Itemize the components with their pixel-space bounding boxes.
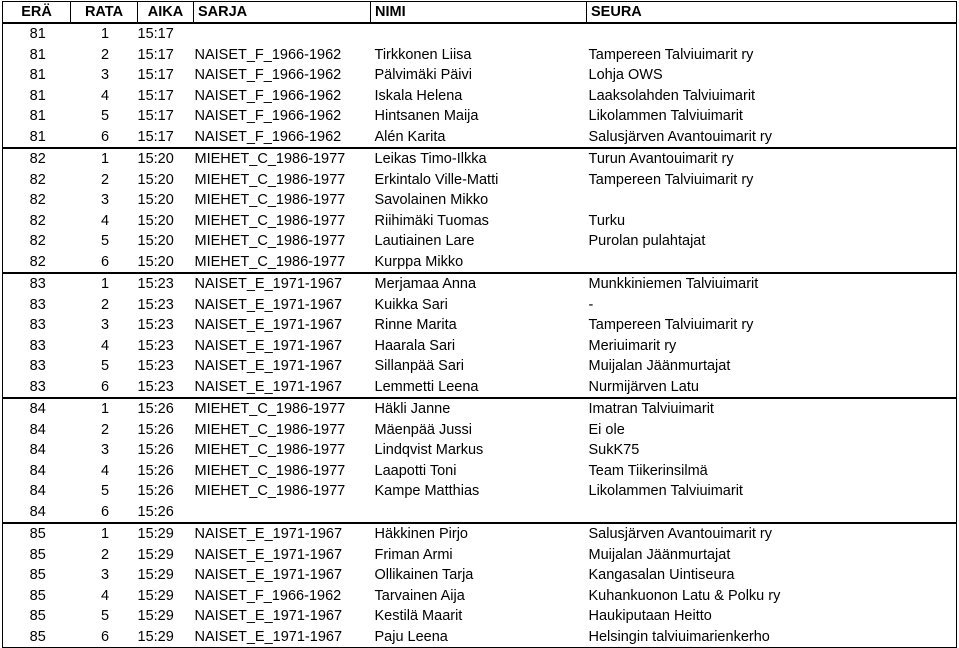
cell-sarja: NAISET_E_1971-1967 — [194, 358, 343, 375]
cell-seura: Salusjärven Avantouimarit ry — [587, 127, 957, 149]
table-row — [3, 190, 957, 211]
cell-nimi: Erkintalo Ville-Matti — [374, 171, 499, 188]
cell-aika: 15:23 — [137, 296, 174, 313]
table-row — [3, 377, 957, 399]
table-row — [3, 398, 957, 420]
cell-era: 85 — [3, 606, 71, 627]
cell-aika: 15:17 — [137, 87, 174, 104]
cell-era: 81 — [3, 86, 71, 107]
cell-rata: 3 — [100, 442, 110, 459]
cell-era: 82 — [3, 148, 71, 170]
cell-nimi: Mäenpää Jussi — [374, 421, 473, 438]
cell-rata: 2 — [100, 296, 110, 313]
cell-era: 84 — [3, 420, 71, 441]
cell-rata: 4 — [100, 462, 110, 479]
cell-aika: 15:20 — [137, 212, 174, 229]
cell-nimi: Ollikainen Tarja — [374, 567, 474, 584]
table-row — [3, 336, 957, 357]
cell-era: 82 — [3, 211, 71, 232]
cell-era: 84 — [3, 502, 71, 524]
cell-sarja: MIEHET_C_1986-1977 — [194, 171, 346, 188]
cell-seura: Team Tiikerinsilmä — [587, 461, 957, 482]
cell-era: 81 — [3, 23, 71, 45]
cell-aika: 15:29 — [137, 546, 174, 563]
cell-rata: 2 — [100, 46, 110, 63]
cell-aika: 15:29 — [137, 608, 174, 625]
cell-seura: Tampereen Talviuimarit ry — [587, 45, 957, 66]
cell-seura — [587, 252, 957, 274]
table-row — [3, 627, 957, 648]
cell-era: 81 — [3, 65, 71, 86]
cell-sarja: MIEHET_C_1986-1977 — [194, 233, 346, 250]
cell-nimi: Lautiainen Lare — [374, 233, 475, 250]
cell-nimi: Hintsanen Maija — [374, 108, 479, 125]
cell-era: 85 — [3, 627, 71, 648]
cell-sarja — [194, 23, 371, 45]
cell-aika: 15:23 — [137, 276, 174, 293]
cell-aika: 15:17 — [138, 127, 194, 149]
header-row — [3, 2, 957, 24]
cell-era: 84 — [3, 440, 71, 461]
table-row — [3, 295, 957, 316]
cell-rata: 4 — [100, 87, 110, 104]
cell-seura: Turku — [587, 211, 957, 232]
cell-era: 83 — [3, 336, 71, 357]
cell-nimi: Pälvimäki Päivi — [374, 67, 472, 84]
cell-seura: Likolammen Talviuimarit — [587, 481, 957, 502]
cell-nimi: Kampe Matthias — [374, 483, 480, 500]
cell-rata: 5 — [100, 358, 110, 375]
cell-rata: 2 — [100, 171, 110, 188]
table-row — [3, 86, 957, 107]
table-row — [3, 461, 957, 482]
cell-sarja: MIEHET_C_1986-1977 — [194, 462, 346, 479]
table-row — [3, 586, 957, 607]
cell-rata: 6 — [71, 377, 138, 399]
table-row — [3, 211, 957, 232]
cell-nimi: Sillanpää Sari — [374, 358, 464, 375]
cell-seura: Imatran Talviuimarit — [587, 398, 957, 420]
cell-aika: 15:20 — [138, 252, 194, 274]
cell-era: 85 — [3, 565, 71, 586]
cell-aika: 15:20 — [137, 192, 174, 209]
cell-era: 83 — [3, 273, 71, 295]
cell-seura: Kuhankuonon Latu & Polku ry — [587, 586, 957, 607]
cell-aika: 15:26 — [138, 502, 194, 524]
cell-sarja: NAISET_E_1971-1967 — [194, 317, 343, 334]
table-row — [3, 523, 957, 545]
cell-sarja: NAISET_F_1966-1962 — [194, 108, 342, 125]
cell-era: 85 — [3, 523, 71, 545]
cell-era: 83 — [3, 356, 71, 377]
cell-rata: 1 — [100, 276, 110, 293]
cell-nimi: Lemmetti Leena — [371, 377, 587, 399]
cell-sarja: NAISET_E_1971-1967 — [194, 337, 343, 354]
cell-rata: 3 — [100, 192, 110, 209]
cell-aika: 15:26 — [137, 442, 174, 459]
cell-sarja: MIEHET_C_1986-1977 — [194, 401, 346, 418]
cell-seura — [587, 23, 957, 45]
cell-sarja: MIEHET_C_1986-1977 — [194, 212, 346, 229]
cell-era: 81 — [3, 127, 71, 149]
cell-sarja: NAISET_F_1966-1962 — [194, 587, 342, 604]
cell-era: 82 — [3, 231, 71, 252]
cell-sarja: MIEHET_C_1986-1977 — [194, 421, 346, 438]
cell-sarja: MIEHET_C_1986-1977 — [194, 483, 346, 500]
cell-seura: Munkkiniemen Talviuimarit — [587, 273, 957, 295]
cell-seura: - — [587, 295, 957, 316]
table-row — [3, 106, 957, 127]
table-row — [3, 565, 957, 586]
cell-aika: 15:23 — [137, 317, 174, 334]
column-header-era: ERÄ — [3, 2, 71, 24]
table-row — [3, 315, 957, 336]
cell-era: 84 — [3, 461, 71, 482]
cell-nimi: Rinne Marita — [374, 317, 457, 334]
table-row — [3, 273, 957, 295]
cell-sarja: NAISET_E_1971-1967 — [194, 276, 343, 293]
table-row — [3, 252, 957, 274]
cell-aika: 15:20 — [137, 233, 174, 250]
cell-sarja: MIEHET_C_1986-1977 — [194, 442, 346, 459]
cell-era: 82 — [3, 190, 71, 211]
cell-aika: 15:23 — [137, 358, 174, 375]
cell-era: 83 — [3, 315, 71, 336]
cell-rata: 6 — [71, 252, 138, 274]
cell-seura: SukK75 — [587, 440, 957, 461]
cell-seura: Kangasalan Uintiseura — [587, 565, 957, 586]
cell-aika: 15:29 — [137, 567, 174, 584]
cell-rata: 1 — [100, 526, 110, 543]
cell-seura: Nurmijärven Latu — [587, 377, 957, 399]
heat-schedule-sheet — [2, 1, 956, 648]
cell-rata: 3 — [100, 67, 110, 84]
table-row — [3, 420, 957, 441]
cell-rata: 4 — [100, 587, 110, 604]
cell-nimi: Alén Karita — [371, 127, 587, 149]
cell-rata: 6 — [71, 627, 138, 648]
column-header-sarja: SARJA — [194, 2, 371, 24]
cell-seura: Turun Avantouimarit ry — [587, 148, 957, 170]
cell-nimi: Lindqvist Markus — [374, 442, 484, 459]
cell-era: 84 — [3, 481, 71, 502]
cell-sarja: NAISET_F_1966-1962 — [194, 87, 342, 104]
cell-rata: 6 — [71, 127, 138, 149]
cell-aika: 15:29 — [137, 526, 174, 543]
cell-sarja: NAISET_E_1971-1967 — [194, 296, 343, 313]
cell-seura: Muijalan Jäänmurtajat — [587, 356, 957, 377]
cell-sarja: NAISET_E_1971-1967 — [194, 567, 343, 584]
cell-aika: 15:23 — [137, 337, 174, 354]
cell-nimi: Leikas Timo-Ilkka — [374, 151, 487, 168]
cell-seura — [587, 502, 957, 524]
cell-rata: 1 — [100, 26, 110, 43]
cell-seura: Purolan pulahtajat — [587, 231, 957, 252]
table-row — [3, 65, 957, 86]
cell-rata: 6 — [71, 502, 138, 524]
cell-sarja: NAISET_E_1971-1967 — [194, 627, 371, 648]
cell-era: 84 — [3, 398, 71, 420]
cell-nimi: Laapotti Toni — [374, 462, 457, 479]
cell-era: 85 — [3, 586, 71, 607]
cell-nimi: Kurppa Mikko — [371, 252, 587, 274]
table-row — [3, 148, 957, 170]
heat-schedule-table — [2, 1, 957, 648]
column-header-rata: RATA — [71, 2, 138, 24]
cell-seura: Likolammen Talviuimarit — [587, 106, 957, 127]
cell-rata: 1 — [100, 151, 110, 168]
cell-sarja: MIEHET_C_1986-1977 — [194, 192, 346, 209]
table-row — [3, 231, 957, 252]
cell-nimi: Haarala Sari — [374, 337, 456, 354]
column-header-nimi: NIMI — [371, 2, 587, 24]
cell-era: 82 — [3, 252, 71, 274]
cell-aika: 15:17 — [137, 67, 174, 84]
cell-seura: Tampereen Talviuimarit ry — [587, 170, 957, 191]
column-header-seura: SEURA — [587, 2, 957, 24]
table-header — [3, 2, 957, 24]
cell-sarja: NAISET_F_1966-1962 — [194, 127, 371, 149]
cell-sarja: MIEHET_C_1986-1977 — [194, 151, 346, 168]
table-row — [3, 23, 957, 45]
cell-rata: 4 — [100, 212, 110, 229]
cell-nimi: Tirkkonen Liisa — [374, 46, 472, 63]
cell-aika: 15:20 — [137, 151, 174, 168]
cell-aika: 15:20 — [137, 171, 174, 188]
cell-seura: Laaksolahden Talviuimarit — [587, 86, 957, 107]
cell-seura: Salusjärven Avantouimarit ry — [587, 523, 957, 545]
cell-rata: 3 — [100, 567, 110, 584]
cell-seura — [587, 190, 957, 211]
cell-nimi: Kuikka Sari — [374, 296, 448, 313]
cell-rata: 1 — [100, 401, 110, 418]
cell-aika: 15:17 — [137, 26, 174, 43]
cell-nimi: Merjamaa Anna — [374, 276, 477, 293]
table-row — [3, 170, 957, 191]
table-row — [3, 356, 957, 377]
cell-sarja: NAISET_E_1971-1967 — [194, 377, 371, 399]
cell-era: 85 — [3, 545, 71, 566]
cell-nimi: Friman Armi — [374, 546, 453, 563]
cell-aika: 15:26 — [137, 462, 174, 479]
cell-aika: 15:26 — [137, 421, 174, 438]
cell-seura: Muijalan Jäänmurtajat — [587, 545, 957, 566]
cell-aika: 15:17 — [137, 46, 174, 63]
table-row — [3, 545, 957, 566]
cell-nimi — [371, 23, 587, 45]
cell-seura: Lohja OWS — [587, 65, 957, 86]
cell-nimi — [371, 502, 587, 524]
cell-nimi: Paju Leena — [371, 627, 587, 648]
cell-sarja: NAISET_E_1971-1967 — [194, 546, 343, 563]
table-row — [3, 45, 957, 66]
cell-rata: 5 — [100, 233, 110, 250]
cell-aika: 15:17 — [137, 108, 174, 125]
cell-rata: 2 — [100, 546, 110, 563]
cell-nimi: Häkkinen Pirjo — [374, 526, 468, 543]
cell-rata: 5 — [100, 608, 110, 625]
cell-sarja: NAISET_E_1971-1967 — [194, 608, 343, 625]
cell-nimi: Iskala Helena — [374, 87, 463, 104]
cell-seura: Haukiputaan Heitto — [587, 606, 957, 627]
cell-seura: Tampereen Talviuimarit ry — [587, 315, 957, 336]
table-row — [3, 127, 957, 149]
cell-rata: 2 — [100, 421, 110, 438]
cell-era: 83 — [3, 295, 71, 316]
cell-sarja — [194, 502, 371, 524]
table-row — [3, 502, 957, 524]
cell-nimi: Savolainen Mikko — [374, 192, 489, 209]
cell-rata: 5 — [100, 108, 110, 125]
cell-nimi: Kestilä Maarit — [374, 608, 463, 625]
cell-rata: 4 — [100, 337, 110, 354]
cell-sarja: NAISET_F_1966-1962 — [194, 67, 342, 84]
cell-era: 81 — [3, 45, 71, 66]
cell-aika: 15:26 — [137, 401, 174, 418]
cell-aika: 15:23 — [138, 377, 194, 399]
cell-nimi: Riihimäki Tuomas — [374, 212, 489, 229]
table-body — [3, 23, 957, 648]
column-header-aika: AIKA — [138, 2, 194, 24]
cell-aika: 15:29 — [137, 587, 174, 604]
cell-seura: Ei ole — [587, 420, 957, 441]
table-row — [3, 481, 957, 502]
table-row — [3, 606, 957, 627]
cell-sarja: NAISET_E_1971-1967 — [194, 526, 343, 543]
cell-nimi: Tarvainen Aija — [374, 587, 465, 604]
cell-rata: 3 — [100, 317, 110, 334]
cell-seura: Meriuimarit ry — [587, 336, 957, 357]
cell-aika: 15:26 — [137, 483, 174, 500]
cell-sarja: NAISET_F_1966-1962 — [194, 46, 342, 63]
cell-aika: 15:29 — [138, 627, 194, 648]
cell-era: 83 — [3, 377, 71, 399]
cell-nimi: Häkli Janne — [374, 401, 451, 418]
cell-sarja: MIEHET_C_1986-1977 — [194, 252, 371, 274]
cell-seura: Helsingin talviuimarienkerho — [587, 627, 957, 648]
cell-era: 81 — [3, 106, 71, 127]
cell-era: 82 — [3, 170, 71, 191]
cell-rata: 5 — [100, 483, 110, 500]
table-row — [3, 440, 957, 461]
